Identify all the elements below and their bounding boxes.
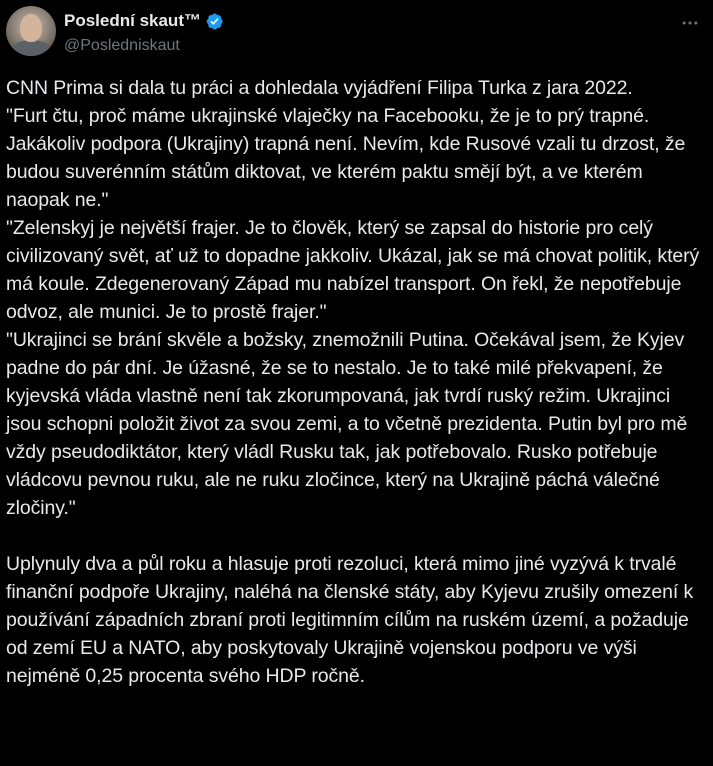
tweet-paragraph: CNN Prima si dala tu práci a dohledala vyjádření Filipa Turka z jara 2022. "Furt čtu, proč máme ukrajinské vlaječky na Facebooku, že je to prý trapné. Jakákoliv podpora (Ukrajiny) trapná není. Nevím, kde Rusové vzali tu drzost, že budou suverénním státům diktovat, ve kterém paktu smějí být, a ve kterém naopak ne." "Zelenskyj je největší frajer. Je to člověk, který se zapsal do historie pro celý civilizovaný svět, ať už to dopadne jakkoliv. Ukázal, jak se má chovat politik, který má koule. Zdegenerovaný Západ mu nabízel transport. On řekl, že nepotřebuje odvoz, ale munici. Je to prostě frajer." "Ukrajinci se brání skvěle a božsky, znemožnili Putina. Očekával jsem, že Kyjev padne do pár dní. Je úžasné, že se to nestalo. Je to také milé překvapení, že kyjevská vláda vlastně není tak zkorumpovaná, jak tvrdí ruský režim. Ukrajinci jsou schopni položit život za svou zemi, a to včetně prezidenta. Putin byl pro mě vždy pseudodiktátor, který vládl Rusku tak, jak potřebovalo. Rusko potřebuje vládcovu pevnou ruku, ale ne ruku zločince, který na Ukrajině páchá válečné zločiny." (6, 77, 700, 519)
avatar[interactable] (6, 6, 56, 56)
author-name-row (64, 11, 224, 31)
more-horizontal-icon (680, 13, 700, 33)
tweet-header (6, 6, 703, 58)
tweet-text (6, 74, 708, 690)
paragraph-spacer (6, 522, 708, 550)
tweet-paragraph: Uplynuly dva a půl roku a hlasuje proti rezoluci, která mimo jiné vyzývá k trvalé finanční podpoře Ukrajiny, naléhá na členské státy, aby Kyjevu zrušily omezení k používání západních zbraní proti legitimním cílům na ruském území, a požaduje od zemí EU a NATO, aby poskytovaly Ukrajině vojenskou podporu ve výši nejméně 0,25 procenta svého HDP ročně. (6, 553, 699, 687)
author-display-name[interactable]: Poslední skaut™ (64, 11, 201, 30)
more-options-button[interactable] (677, 10, 703, 36)
avatar-face (20, 14, 42, 42)
author-handle[interactable]: @Posledniskaut (64, 37, 180, 54)
verified-badge-icon (205, 12, 224, 31)
avatar-shirt (10, 40, 52, 56)
